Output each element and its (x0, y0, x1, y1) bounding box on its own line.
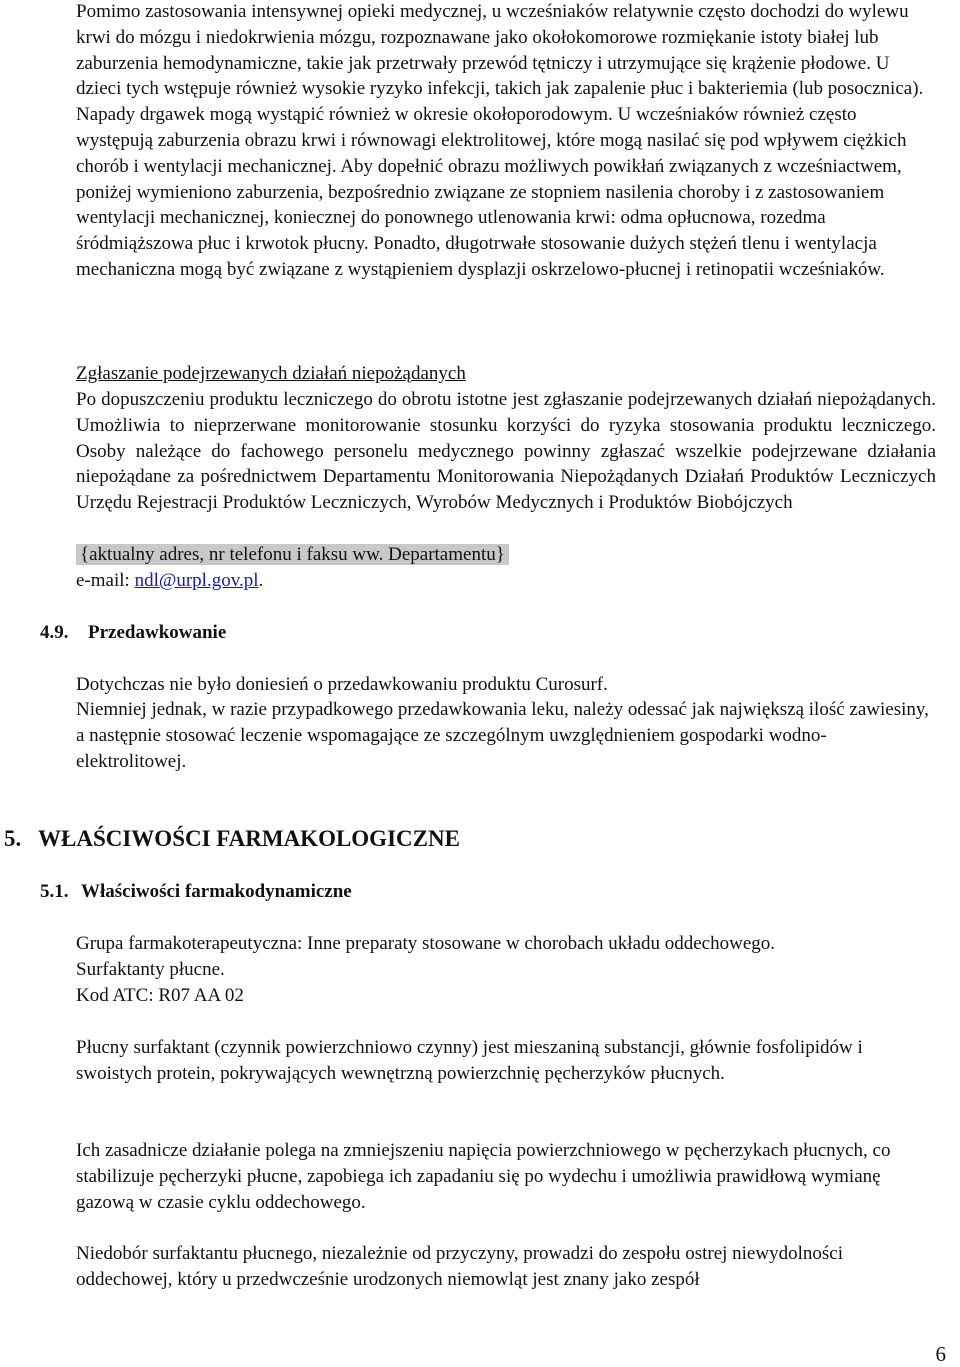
surfactant-paragraph-3: Niedobór surfaktantu płucnego, niezależnie od przyczyny, prowadzi do zespołu ostrej niewydolności oddechowej, który u przedwcześnie urodzonych niemowląt jest znany jako zespół (76, 1243, 843, 1290)
section-5-1-heading (40, 879, 352, 905)
address-placeholder-line (76, 542, 936, 568)
overdose-line-2: Niemniej jednak, w razie przypadkowego przedawkowania leku, należy odessać jak największą ilość zawiesiny, a następnie stosować leczenie wspomagające ze szczególnym uwzględnieniem gospodarki wodno-elektrolitowej. (76, 699, 929, 772)
address-placeholder: {aktualny adres, nr telefonu i faksu ww. Departamentu} (76, 544, 509, 565)
email-line (76, 568, 936, 594)
intro-paragraph: Pomimo zastosowania intensywnej opieki medycznej, u wcześniaków relatywnie często dochodzi do wylewu krwi do mózgu i niedokrwienia mózgu, rozpoznawane jako okołokomorowe rozmiękanie istoty białej lub zaburzenia hemodynamiczne, takie jak przetrwały przewód tętniczy i utrzymujące się krążenie płodowe. U dzieci tych wstępuje również wysokie ryzyko infekcji, takich jak zapalenie płuc i bakteriemia (lub posocznica). Napady drgawek mogą wystąpić również w okresie okołoporodowym. U wcześniaków również często występują zaburzenia obrazu krwi i równowagi elektrolitowej, które mogą nasilać się pod wpływem ciężkich chorób i wentylacji mechanicznej. Aby dopełnić obrazu możliwych powikłań związanych z wcześniactwem, poniżej wymieniono zaburzenia, bezpośrednio związane ze stopniem nasilenia choroby i z zastosowaniem wentylacji mechanicznej, koniecznej do ponownego utlenowania krwi: odma opłucnowa, rozedma śródmiąższowa płuc i krwotok płucny. Ponadto, długotrwałe stosowanie dużych stężeń tlenu i wentylacja mechaniczna mogą być związane z wystąpieniem dysplazji oskrzelowo-płucnej i retinopatii wcześniaków. (76, 1, 924, 280)
email-suffix: . (258, 570, 264, 591)
email-prefix: e-mail: (76, 570, 135, 591)
overdose-line-1: Dotychczas nie było doniesień o przedawkowaniu produktu Curosurf. (76, 674, 608, 695)
section-5-1-number: 5.1. (40, 881, 69, 902)
email-link[interactable]: ndl@urpl.gov.pl (134, 570, 259, 591)
reporting-heading: Zgłaszanie podejrzewanych działań niepożądanych (76, 363, 466, 384)
overdose-heading (40, 620, 226, 646)
section-5-number: 5. (4, 826, 22, 851)
surfactant-paragraph-1: Płucny surfaktant (czynnik powierzchniowo czynny) jest mieszaniną substancji, głównie fosfolipidów i swoistych protein, pokrywających wewnętrzną powierzchnię pęcherzyków płucnych. (76, 1037, 863, 1084)
pharmaco-group-line-2: Surfaktanty płucne. (76, 959, 225, 980)
section-5-heading (4, 824, 460, 854)
page-number: 6 (935, 1342, 946, 1366)
surfactant-paragraph-2: Ich zasadnicze działanie polega na zmniejszeniu napięcia powierzchniowego w pęcherzykach płucnych, co stabilizuje pęcherzyki płucne, zapobiega ich zapadaniu się po wydechu i umożliwia prawidłową wymianę gazową w czasie cyklu oddechowego. (76, 1140, 891, 1213)
section-5-1-title: Właściwości farmakodynamiczne (81, 881, 352, 902)
pharmaco-group-line-1: Grupa farmakoterapeutyczna: Inne preparaty stosowane w chorobach układu oddechowego. (76, 933, 776, 954)
reporting-body: Po dopuszczeniu produktu leczniczego do obrotu istotne jest zgłaszanie podejrzewanych działań niepożądanych. Umożliwia to nieprzerwane monitorowanie stosunku korzyści do ryzyka stosowania produktu leczniczego. Osoby należące do fachowego personelu medycznego powinny zgłaszać wszelkie podejrzewane działania niepożądane za pośrednictwem Departamentu Monitorowania Niepożądanych Działań Produktów Leczniczych Urzędu Rejestracji Produktów Leczniczych, Wyrobów Medycznych i Produktów Biobójczych (76, 389, 936, 514)
atc-code: Kod ATC: R07 AA 02 (76, 985, 244, 1006)
overdose-number: 4.9. (40, 622, 69, 643)
overdose-title: Przedawkowanie (88, 622, 227, 643)
section-5-title: WŁAŚCIWOŚCI FARMAKOLOGICZNE (38, 826, 460, 851)
